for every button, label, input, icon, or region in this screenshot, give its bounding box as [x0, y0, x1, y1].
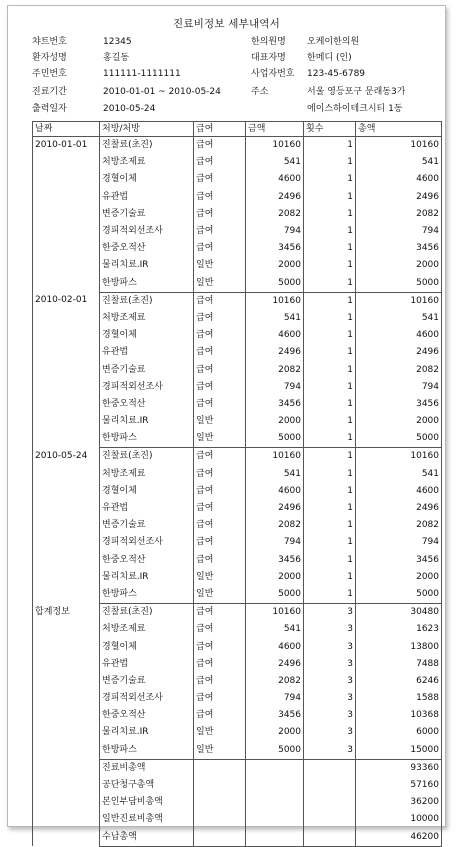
col-header-total: 총액: [356, 122, 442, 137]
count-cell: 3: [304, 690, 356, 707]
count-cell: 1: [304, 534, 356, 551]
total-cell: 1588: [356, 690, 442, 707]
type-cell: 급여: [194, 171, 246, 188]
amount-cell: 3456: [246, 707, 304, 724]
item-cell: 처방조제료: [100, 154, 194, 171]
amount-cell: 10160: [246, 448, 304, 466]
amount-cell: 794: [246, 379, 304, 396]
amount-cell: 2000: [246, 413, 304, 430]
group-date-cell: 2010-05-24: [33, 448, 100, 604]
total-cell: 5000: [356, 586, 442, 604]
col-header-amount: 금액: [246, 122, 304, 137]
group-date-cell: 합계정보: [33, 604, 100, 760]
table-row: [33, 604, 442, 622]
patient-field-label: 진료기간: [32, 87, 67, 97]
amount-cell: 2082: [246, 673, 304, 690]
amount-cell: 5000: [246, 742, 304, 760]
total-cell: 3456: [356, 240, 442, 257]
type-cell: 급여: [194, 448, 246, 466]
total-cell: 36200: [356, 794, 442, 811]
clinic-field-value: 123-45-6789: [307, 69, 366, 79]
count-cell: 3: [304, 656, 356, 673]
total-cell: 794: [356, 223, 442, 240]
total-cell: 2082: [356, 361, 442, 378]
item-cell: 처방조제료: [100, 621, 194, 638]
item-cell: 처방조제료: [100, 466, 194, 483]
count-cell: 1: [304, 361, 356, 378]
amount-cell: 3456: [246, 240, 304, 257]
table-row: [33, 448, 442, 466]
item-cell: 진료비총액: [100, 759, 194, 777]
count-cell: 3: [304, 707, 356, 724]
total-cell: 5000: [356, 275, 442, 293]
count-cell: 1: [304, 413, 356, 430]
type-cell: 급여: [194, 707, 246, 724]
total-cell: 15000: [356, 742, 442, 760]
total-cell: 541: [356, 310, 442, 327]
amount-cell: 794: [246, 223, 304, 240]
patient-field-label: 주민번호: [32, 69, 67, 79]
item-cell: 진찰료(초진): [100, 292, 194, 310]
type-cell: 일반: [194, 430, 246, 448]
item-cell: 경혈이체: [100, 483, 194, 500]
item-cell: 유관법: [100, 500, 194, 517]
table-row: [33, 759, 442, 777]
item-cell: 경혈이체: [100, 327, 194, 344]
type-cell: 급여: [194, 604, 246, 622]
patient-field-label: 챠트번호: [32, 37, 67, 47]
patient-field-value: 111111-1111111: [103, 69, 181, 79]
table-body: [33, 137, 442, 847]
amount-cell: 10160: [246, 292, 304, 310]
count-cell: 1: [304, 430, 356, 448]
type-cell: 급여: [194, 154, 246, 171]
count-cell: 3: [304, 673, 356, 690]
item-cell: 수납총액: [100, 829, 194, 847]
total-cell: 794: [356, 534, 442, 551]
total-cell: 10160: [356, 448, 442, 466]
count-cell: [304, 794, 356, 811]
table-header: [33, 122, 442, 137]
item-cell: 경혈이체: [100, 171, 194, 188]
total-cell: 2000: [356, 257, 442, 274]
count-cell: [304, 811, 356, 828]
type-cell: 급여: [194, 310, 246, 327]
type-cell: 급여: [194, 344, 246, 361]
amount-cell: 541: [246, 466, 304, 483]
item-cell: 진찰료(초진): [100, 137, 194, 155]
total-cell: 3456: [356, 552, 442, 569]
type-cell: 급여: [194, 396, 246, 413]
count-cell: 1: [304, 257, 356, 274]
type-cell: 급여: [194, 690, 246, 707]
amount-cell: 2082: [246, 361, 304, 378]
type-cell: 급여: [194, 656, 246, 673]
count-cell: 1: [304, 206, 356, 223]
type-cell: 급여: [194, 483, 246, 500]
total-cell: 10160: [356, 292, 442, 310]
amount-cell: [246, 811, 304, 828]
amount-cell: 794: [246, 534, 304, 551]
count-cell: 1: [304, 154, 356, 171]
document-title: 진료비정보 세부내역서: [173, 18, 280, 30]
col-header-count: 횟수: [304, 122, 356, 137]
amount-cell: 2496: [246, 500, 304, 517]
type-cell: [194, 759, 246, 777]
type-cell: 일반: [194, 724, 246, 741]
item-cell: 유관법: [100, 656, 194, 673]
type-cell: [194, 829, 246, 847]
type-cell: 일반: [194, 275, 246, 293]
count-cell: 1: [304, 586, 356, 604]
type-cell: 일반: [194, 257, 246, 274]
type-cell: 일반: [194, 742, 246, 760]
table-row: [33, 137, 442, 155]
total-cell: 4600: [356, 483, 442, 500]
patient-field-value: 2010-01-01 ~ 2010-05-24: [103, 87, 221, 97]
type-cell: 급여: [194, 223, 246, 240]
group-date-cell: 2010-02-01: [33, 292, 100, 448]
patient-field-label: 환자성명: [32, 53, 67, 63]
amount-cell: [246, 794, 304, 811]
count-cell: 3: [304, 724, 356, 741]
patient-field-value: 홍길동: [103, 53, 130, 63]
item-cell: 변증기술료: [100, 673, 194, 690]
col-header-type: 급여: [194, 122, 246, 137]
amount-cell: 10160: [246, 604, 304, 622]
total-cell: 13800: [356, 638, 442, 655]
item-cell: 경피적외선조사: [100, 379, 194, 396]
total-cell: 2496: [356, 344, 442, 361]
amount-cell: 4600: [246, 483, 304, 500]
count-cell: 1: [304, 275, 356, 293]
patient-field-label: 출력일자: [32, 104, 67, 114]
clinic-field-label: 한의원명: [251, 37, 286, 47]
total-cell: 93360: [356, 759, 442, 777]
type-cell: 일반: [194, 569, 246, 586]
count-cell: 1: [304, 500, 356, 517]
item-cell: 한방파스: [100, 275, 194, 293]
total-cell: 10160: [356, 137, 442, 155]
type-cell: 급여: [194, 206, 246, 223]
type-cell: 급여: [194, 673, 246, 690]
clinic-field-label: 대표자명: [251, 53, 286, 63]
total-cell: 30480: [356, 604, 442, 622]
count-cell: 3: [304, 742, 356, 760]
count-cell: [304, 777, 356, 794]
type-cell: 급여: [194, 621, 246, 638]
clinic-field-value: 서울 영등포구 문래동3가: [307, 87, 406, 97]
type-cell: 급여: [194, 534, 246, 551]
group-date-cell: [33, 759, 100, 846]
item-cell: 한중오적산: [100, 240, 194, 257]
group-date-cell: 2010-01-01: [33, 137, 100, 293]
count-cell: 1: [304, 137, 356, 155]
count-cell: 1: [304, 171, 356, 188]
total-cell: 46200: [356, 829, 442, 847]
type-cell: 급여: [194, 292, 246, 310]
amount-cell: 4600: [246, 171, 304, 188]
item-cell: 변증기술료: [100, 361, 194, 378]
item-cell: 한중오적산: [100, 552, 194, 569]
total-cell: 2082: [356, 206, 442, 223]
amount-cell: 5000: [246, 586, 304, 604]
type-cell: 급여: [194, 361, 246, 378]
count-cell: 3: [304, 638, 356, 655]
item-cell: 진찰료(초진): [100, 604, 194, 622]
amount-cell: [246, 759, 304, 777]
count-cell: 1: [304, 448, 356, 466]
amount-cell: [246, 829, 304, 847]
total-cell: 541: [356, 466, 442, 483]
item-cell: 한방파스: [100, 430, 194, 448]
type-cell: 일반: [194, 413, 246, 430]
clinic-field-value: 오케이한의원: [307, 37, 360, 47]
type-cell: [194, 811, 246, 828]
count-cell: 1: [304, 483, 356, 500]
type-cell: 일반: [194, 586, 246, 604]
type-cell: 급여: [194, 189, 246, 206]
count-cell: 1: [304, 466, 356, 483]
count-cell: 1: [304, 223, 356, 240]
total-cell: 10368: [356, 707, 442, 724]
amount-cell: 541: [246, 621, 304, 638]
count-cell: 1: [304, 189, 356, 206]
type-cell: 급여: [194, 552, 246, 569]
count-cell: 1: [304, 552, 356, 569]
total-cell: 2496: [356, 500, 442, 517]
total-cell: 6000: [356, 724, 442, 741]
item-cell: 본인부담비총액: [100, 794, 194, 811]
item-cell: 유관법: [100, 344, 194, 361]
type-cell: [194, 794, 246, 811]
count-cell: 1: [304, 292, 356, 310]
count-cell: 1: [304, 344, 356, 361]
total-cell: 5000: [356, 430, 442, 448]
amount-cell: 5000: [246, 430, 304, 448]
amount-cell: 2000: [246, 569, 304, 586]
count-cell: 1: [304, 379, 356, 396]
table-row: [33, 292, 442, 310]
count-cell: 1: [304, 517, 356, 534]
amount-cell: 2000: [246, 257, 304, 274]
type-cell: 급여: [194, 379, 246, 396]
item-cell: 물리치료.IR: [100, 413, 194, 430]
clinic-field-value: 한메디 (인): [307, 53, 352, 63]
type-cell: 급여: [194, 638, 246, 655]
count-cell: 1: [304, 240, 356, 257]
count-cell: [304, 759, 356, 777]
total-cell: 7488: [356, 656, 442, 673]
item-cell: 처방조제료: [100, 310, 194, 327]
amount-cell: 2496: [246, 344, 304, 361]
item-cell: 경피적외선조사: [100, 690, 194, 707]
total-cell: 794: [356, 379, 442, 396]
item-cell: 공단청구총액: [100, 777, 194, 794]
amount-cell: [246, 777, 304, 794]
count-cell: 1: [304, 310, 356, 327]
type-cell: 급여: [194, 137, 246, 155]
item-cell: 물리치료.IR: [100, 569, 194, 586]
amount-cell: 3456: [246, 552, 304, 569]
col-header-item: 처방/처방: [100, 122, 194, 137]
item-cell: 일반진료비총액: [100, 811, 194, 828]
item-cell: 변증기술료: [100, 206, 194, 223]
total-cell: 2000: [356, 413, 442, 430]
total-cell: 1623: [356, 621, 442, 638]
amount-cell: 541: [246, 154, 304, 171]
amount-cell: 2496: [246, 656, 304, 673]
col-header-date: 날짜: [33, 122, 100, 137]
amount-cell: 10160: [246, 137, 304, 155]
count-cell: 1: [304, 327, 356, 344]
total-cell: 4600: [356, 171, 442, 188]
statement-paper: [7, 5, 446, 842]
item-cell: 경혈이체: [100, 638, 194, 655]
item-cell: 경피적외선조사: [100, 534, 194, 551]
amount-cell: 4600: [246, 638, 304, 655]
clinic-field-label: 주소: [251, 87, 269, 97]
clinic-field-value: 에이스하이테크시티 1동: [307, 104, 403, 114]
item-cell: 한중오적산: [100, 707, 194, 724]
type-cell: [194, 777, 246, 794]
amount-cell: 2496: [246, 189, 304, 206]
count-cell: 3: [304, 604, 356, 622]
amount-cell: 2082: [246, 517, 304, 534]
item-cell: 물리치료.IR: [100, 724, 194, 741]
amount-cell: 5000: [246, 275, 304, 293]
count-cell: 3: [304, 621, 356, 638]
total-cell: 541: [356, 154, 442, 171]
count-cell: 1: [304, 569, 356, 586]
item-cell: 한방파스: [100, 742, 194, 760]
item-cell: 진찰료(초진): [100, 448, 194, 466]
type-cell: 급여: [194, 240, 246, 257]
type-cell: 급여: [194, 466, 246, 483]
total-cell: 57160: [356, 777, 442, 794]
item-cell: 물리치료.IR: [100, 257, 194, 274]
item-cell: 한중오적산: [100, 396, 194, 413]
total-cell: 2000: [356, 569, 442, 586]
total-cell: 3456: [356, 396, 442, 413]
type-cell: 급여: [194, 327, 246, 344]
type-cell: 급여: [194, 517, 246, 534]
total-cell: 2082: [356, 517, 442, 534]
total-cell: 4600: [356, 327, 442, 344]
amount-cell: 794: [246, 690, 304, 707]
patient-field-value: 2010-05-24: [103, 104, 156, 114]
item-cell: 경피적외선조사: [100, 223, 194, 240]
total-cell: 10000: [356, 811, 442, 828]
item-cell: 한방파스: [100, 586, 194, 604]
count-cell: [304, 829, 356, 847]
billing-detail-table: [32, 121, 442, 847]
type-cell: 급여: [194, 500, 246, 517]
amount-cell: 3456: [246, 396, 304, 413]
amount-cell: 541: [246, 310, 304, 327]
item-cell: 변증기술료: [100, 517, 194, 534]
item-cell: 유관법: [100, 189, 194, 206]
patient-field-value: 12345: [103, 37, 132, 47]
total-cell: 6246: [356, 673, 442, 690]
amount-cell: 2082: [246, 206, 304, 223]
amount-cell: 2000: [246, 724, 304, 741]
count-cell: 1: [304, 396, 356, 413]
clinic-field-label: 사업자번호: [251, 69, 295, 79]
amount-cell: 4600: [246, 327, 304, 344]
total-cell: 2496: [356, 189, 442, 206]
